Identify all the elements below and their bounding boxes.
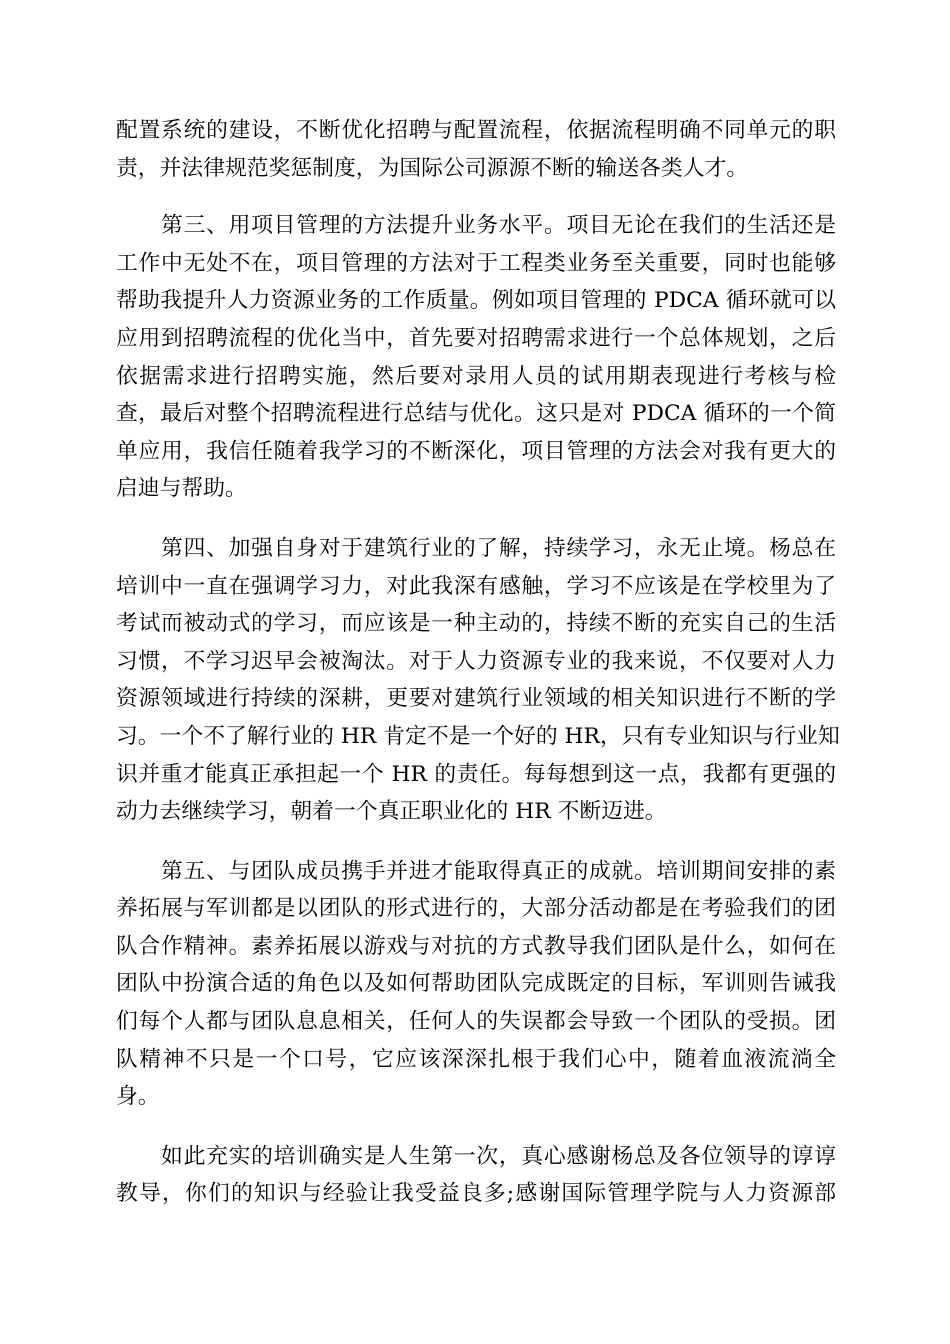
- text-line: 习。一个不了解行业的 HR 肯定不是一个好的 HR，只有专业知识与行业知: [116, 723, 840, 749]
- text-line: 如此充实的培训确实是人生第一次，真心感谢杨总及各位领导的谆谆: [116, 1143, 836, 1169]
- text-line: 习惯，不学习迟早会被淘汰。对于人力资源专业的我来说，不仅要对人力: [116, 648, 836, 674]
- text-line: 队精神不只是一个口号，它应该深深扎根于我们心中，随着血液流淌全: [116, 1046, 836, 1072]
- text-line: 第五、与团队成员携手并进才能取得真正的成就。培训期间安排的素: [116, 858, 836, 884]
- text-line: 第三、用项目管理的方法提升业务水平。项目无论在我们的生活还是: [116, 213, 836, 239]
- text-line: 单应用，我信任随着我学习的不断深化，项目管理的方法会对我有更大的: [116, 438, 836, 464]
- text-line: 责，并法律规范奖惩制度，为国际公司源源不断的输送各类人才。: [116, 155, 749, 181]
- text-line: 启迪与帮助。: [116, 476, 247, 502]
- text-line: 动力去继续学习，朝着一个真正职业化的 HR 不断迈进。: [116, 799, 667, 825]
- text-line: 第四、加强自身对于建筑行业的了解，持续学习，永无止境。杨总在: [116, 535, 836, 561]
- text-line: 养拓展与军训都是以团队的形式进行的，大部分活动都是在考验我们的团: [116, 896, 836, 922]
- text-line: 配置系统的建设，不断优化招聘与配置流程，依据流程明确不同单元的职: [116, 118, 836, 143]
- document-body: [116, 112, 840, 1235]
- text-line: 教导，你们的知识与经验让我受益良多;感谢国际管理学院与人力资源部: [116, 1181, 836, 1207]
- text-line: 查，最后对整个招聘流程进行总结与优化。这只是对 PDCA 循环的一个简: [116, 401, 836, 427]
- text-line: 身。: [116, 1084, 160, 1110]
- paragraph-3: [116, 530, 840, 831]
- paragraph-4: [116, 853, 836, 1116]
- text-line: 帮助我提升人力资源业务的工作质量。例如项目管理的 PDCA 循环就可以: [116, 288, 836, 314]
- text-line: 工作中无处不在，项目管理的方法对于工程类业务至关重要，同时也能够: [116, 250, 836, 276]
- text-line: 资源领域进行持续的深耕，更要对建筑行业领域的相关知识进行不断的学: [116, 686, 836, 712]
- text-line: 考试而被动式的学习，而应该是一种主动的，持续不断的充实自己的生活: [116, 611, 836, 637]
- text-line: 依据需求进行招聘实施，然后要对录用人员的试用期表现进行考核与检: [116, 363, 836, 389]
- paragraph-2: [116, 207, 836, 508]
- text-line: 识并重才能真正承担起一个 HR 的责任。每每想到这一点，我都有更强的: [116, 761, 836, 787]
- text-line: 队合作精神。素养拓展以游戏与对抗的方式教导我们团队是什么，如何在: [116, 933, 836, 959]
- text-line: 应用到招聘流程的优化当中，首先要对招聘需求进行一个总体规划，之后: [116, 325, 836, 351]
- text-line: 培训中一直在强调学习力，对此我深有感触，学习不应该是在学校里为了: [116, 573, 836, 599]
- paragraph-5: [116, 1138, 836, 1213]
- paragraph-1: [116, 112, 836, 187]
- text-line: 们每个人都与团队息息相关，任何人的失误都会导致一个团队的受损。团: [116, 1009, 836, 1035]
- text-line: 团队中扮演合适的角色以及如何帮助团队完成既定的目标，军训则告诫我: [116, 971, 836, 997]
